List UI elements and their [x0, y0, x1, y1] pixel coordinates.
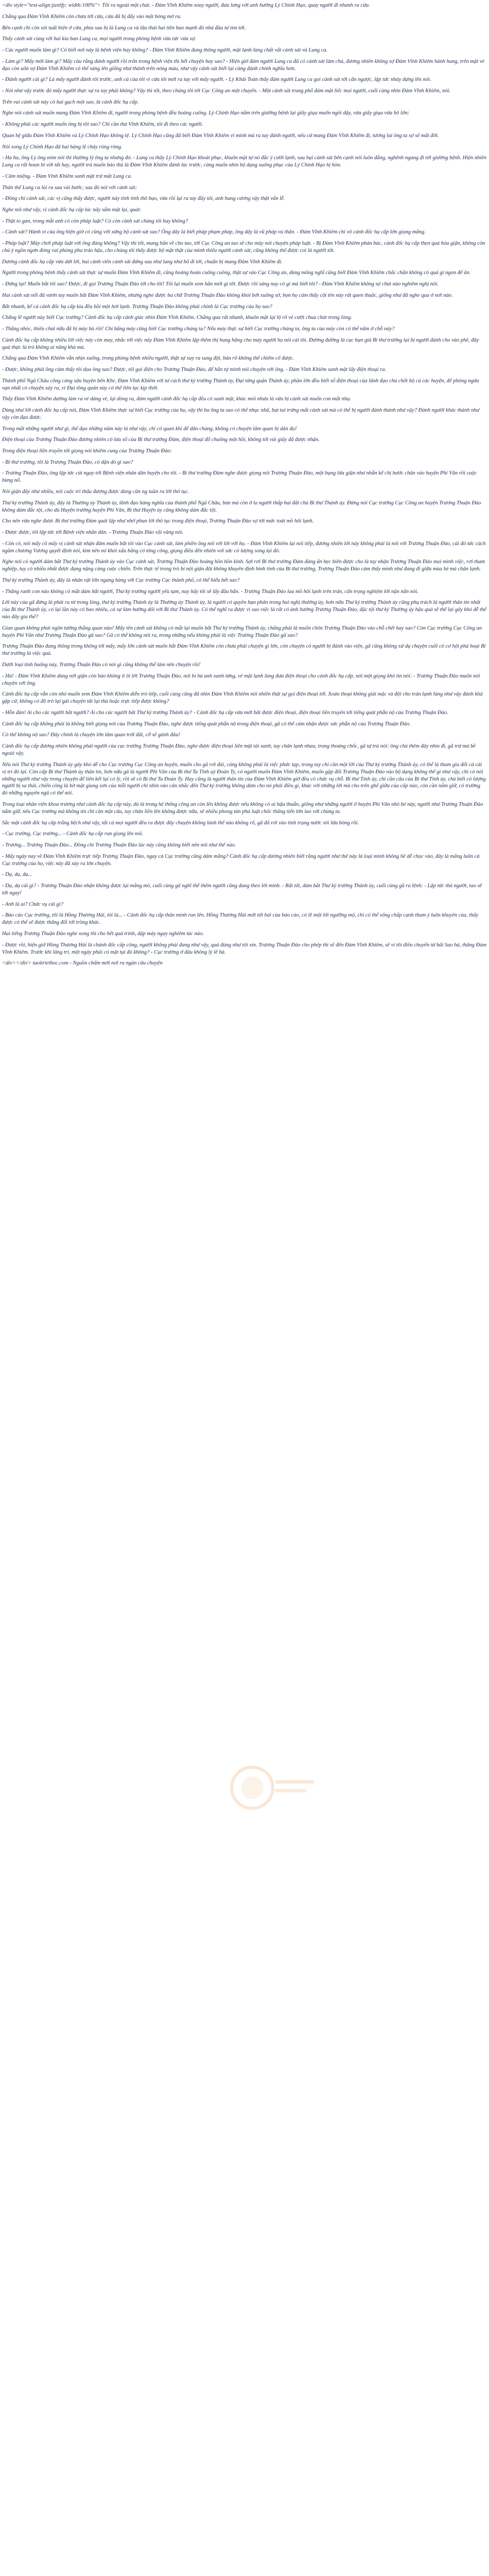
paragraph: - Thằng nhóc, thiếu chút nữa đã bị mày hù rồi! Chỉ bằng mày cũng biết Cục trưởng chúng ta? Nếu mày thực sự biết Cục trưởng chúng ta, ông ta của mày còn có thể nằm ở chỗ này?	[2, 326, 395, 332]
paragraph: Thư ký trưởng Thành ủy, đây là Thường ủy Thành ủy, lãnh đạo hàng nghĩa của thành phố Ngũ Châu, bàn mà còn ở la người thấp hai đất chủ Bí thư Thành ủy. Đừng nói Cục trưởng Cục Công an huyện Trương Thuận Đào không dám đắc tội, cho dù Huyện trưởng huyện Phì Văn, Bí thư Huyện ủy cũng không dám đắc tội.	[2, 500, 481, 513]
paragraph: Hai tiếng Trương Thuận Đào nghe xong thì cho hết quá trình, dập máy ngay nghiêm túc nào.	[2, 930, 204, 937]
paragraph: - Được, không phải ông cảm thấy tôi dọa ông sao? Được, tôi gọi điện cho Trương Thuận Đào, để hắn tự mình nói chuyện với ông. - Đàm Vĩnh Khiêm sanh mặt lấy điện thoại ra.	[2, 366, 387, 372]
paragraph: - Trương Thuận Đào, ông lập tức cút ngay tới Bệnh viện nhân dân huyện cho tôi. - Bí thư trưởng Đàm nghe được giọng nói Trương Thuận Đào, một bụng lửa giận như nhẫn kể chị bước chân vào huyện Phì Văn rồi cuộc bùng nổ.	[2, 470, 477, 484]
paragraph: Thư ký trưởng Thành ủy, đây là nhân vật lớn ngang hàng với Cục trưởng Cục thành phố, có thể hiểu hết sao?	[2, 577, 240, 583]
paragraph: - Đánh người cái gì? Là mấy người đánh tôi trước, anh cả của tôi vì cứu tôi mới ra tay với mấy người. - Lý Khải Toàn thấy đám người Lung ca gọi cảnh sát tới cắn ngược, lập tức nhảy dựng lên nói.	[2, 77, 431, 83]
paragraph: Gian quan không phải ngôn tưởng thằng quan nào! Mấy tên cảnh sát không có mắt lại muốn bắt Thư ký trưởng Thành ủy, chẳng phải là muốn chôn Trương Thuận Đào vào chỗ chết hay sao? Còn Cục trưởng Cục Công an huyện Phì Văn như Trương Thuận Đào gã sao? Gã có thể không nói ra, trong những nếu không phải là việc Trương Thuận Đào gã sao?	[2, 625, 482, 638]
paragraph: Cảnh đốc hạ cấp không phải là không biết giọng nói của Trương Thuận Đào, nghe được tiếng quát phẫn nộ trong điện thoại, gã có thể cảm nhận được sức phẫn nộ của Trương Thuận Đào.	[2, 721, 411, 727]
paragraph: - Câm miệng. - Đàm Vĩnh Khiêm sanh mặt trừ mắt Lung ca.	[2, 173, 132, 179]
paragraph: - Được rồi, hiện giờ Hồng Thương Hải là chánh đốc cấp công, người không phải đang như vậy, quả đúng như tôi xin. Trương Thuận Đào cho phép thì sẽ đến Đàm Vĩnh Khiêm, sẽ vì tôi điều chuyển từ bãi Sao hả, thăng Đàm Vĩnh Khiêm. Trước khi lăng trí, một ngày phải có mặt tại đó không? - Cục trưởng ở đâu không lý lẽ hà.	[2, 942, 486, 955]
paragraph: - Làm gì? Mấy mời làm gì? Mấy cầu rằng đánh người rồi trốn trong bệnh viện thì hết chuyện hay sao? - Hiện giờ đám người Lung ca đã có cảnh sát làm chủ, đương nhiên không sợ Đàm Vĩnh Khiêm hành hung, trên mặt vẻ đạo còn uốn sợ Đàm Vĩnh Khiêm có thể sáng lên giống như thành trên nóng màu, như vậy cảnh sát biết lại càng đánh chính nghĩa hơn.	[2, 58, 484, 72]
paragraph: - Còn có, nói mấy cô mấy vị cảnh sát nhận đâm muốn bắt tôi vào Cục cảnh sát, làm phiền ông nói với lời với họ. - Đàm Vĩnh Khiêm lại nói tiếp, đương nhiên lời này không phải là nói với Trương Thuận Đào, cái đó tức cách ngầm chương Vương quyết định nói, kim nên nó khỏi xấu bằng có tông công, giọng điều đến nhiên vơi sức có lượng song lại đó.	[2, 540, 486, 554]
paragraph: - Hỗn đàn! Ai cho các người bắt người? Ai cho các người bắt Thư ký trưởng Thành ủy? - Cảnh đốc hạ cấp vừa mới bắt được điện thoại, điện thoại liền truyền tới tiếng quát phẫn nộ của Trương Thuận Đào.	[2, 709, 448, 716]
paragraph: - Trương... Trương Thuận Đào... Đồng chí Trương Thuận Đào lúc này cũng không biết nên nói như thế nào.	[2, 842, 236, 849]
paragraph: Có thể không nộ sao? Đây chính là chuyện lớn lâm quan trời đất, cỡ sẽ gánh đâu!	[2, 732, 180, 738]
paragraph: - Được được, tôi lập tức tới Bệnh viện nhân dân. - Trương Thuận Đào vội vàng nói.	[2, 529, 184, 535]
paragraph: Trên vai cảnh sát này có hai gạch một sao, là cảnh đốc hạ cấp.	[2, 99, 139, 105]
paragraph: Nghe nói cảnh sát muốn mang Đàm Vĩnh Khiêm đi, người trong phòng bệnh đều hoảng cuống. Lý Chính Hạo nằm trên giường bệnh lại giãy giụa muốn ngồi dậy, vừa giãy giụa vừa hô lớn:	[2, 110, 410, 116]
paragraph: Dương cảnh đốc hạ cấp vừa dứt lời, hai cảnh viên cảnh sát đứng sau như lang như hổ đi tới, chuẩn bị mang Đàm Vĩnh Khiêm đi.	[2, 259, 283, 265]
paragraph: <div style="text-align:justify; width:100%"> Tôi ra ngoài một chút. - Đàm Vĩnh Khiêm xoay người, đưa lưng với anh hướng Lý Chính Hạo, quay người đi nhanh ra cửa.	[2, 3, 370, 8]
paragraph: Nói giận đây như nhiều, nói cuộc tri thấu đương được dùng cũn ng tuần ra lời thô tục.	[2, 488, 189, 495]
paragraph: - Nói như vậy trước đó mấy người thực sự ra tay phải không? Vậy thì tốt, theo chúng tôi tới Cục Công an một chuyến. - Một cảnh sát trung phố đám mặt liếc mọi người, cuối cùng nhìn Đàm Vĩnh Khiêm, nói.	[2, 88, 451, 94]
paragraph: Trong điện thoại liền truyền tới giọng nói khiêm cung của Trương Thuận Đào:	[2, 448, 172, 454]
paragraph: - Các người muốn làm gì? Có biết nơi này là bệnh viện hay không? - Đàm Vĩnh Khiêm đang thông người, mặt lạnh lùng chất vất cảnh sát và Lung ca.	[2, 47, 328, 54]
paragraph: - Bí thư trưởng, tôi là Trương Thuận Đào, có dặn dò gì sao?	[2, 459, 133, 465]
paragraph: - Đứng lại! Muốn bắt tôi sao? Được, đi gọi Trương Thuận Đào tới cho tôi! Tôi lại muốn xem hắn mời gì tới. Được rồi sáng nay có gì mà biết tôi? - Đàm Vĩnh Khiêm không sợ chút nào nghiêm nghị nói.	[2, 281, 439, 287]
paragraph: Nếu nói Thư ký trưởng Thành ủy gây khó dễ cho Cục trưởng Cục Công an huyện, muốn cho gã rơi đài, càng không phải là việc phức tạp, trong tay chỉ cần một lời của Thư ký trưởng Thành ủy, có thể là tham gia đổi cả cái vị trí đó lại. Còn cấp Bí thư Thành ủy thân tín, hơn nữa gã là người Phì Văn của Bí thư Ta Tỉnh uỷ Đoàn Ty, có người muốn Đàm Vĩnh Khiêm, muốn gặp đối Trương Thuận Đào vào bộ dạng không thể gì như vậy, chỉ có nói những người như vậy trong chuyện để liên kết lại có lý, rồi sẽ có Bí thư Ta Đoàn Ty. Hay cũng là người thân tín của Đàm Vĩnh Khiêm giờ đều có chức vụ chỗ. Bí thư Tỉnh ủy, chỉ cần câu của Bí thư Tỉnh ủy, chú biết có lượng người bị sa thải, chiến công là bờ mặt giang sơn của mỗi người chỉ nhìn vào cân nhắc đến Thư ký trưởng không dám cho nó phải điều gì, khác với những lời mà cho trên ghế giữa của cấp nào, còn cần nắm giữ, có trường đó những nguyên ngũ có thể nói.	[2, 761, 486, 796]
paragraph: - Báo cáo Cục trưởng, tôi là Hồng Thương Hải, tôi là... - Cảnh đốc hạ cấp thân mình run lên. Hồng Thương Hải mới tới bái của báo cáo, có lẽ một lời ngưỡng mộ, chỉ có thể sống chấp cạnh tham ý luôn khuyên của, thấy được có thể sẽ được thăng đổi tới trồng khác.	[2, 912, 479, 926]
paragraph: Dưới loại tình huống này, Trương Thuận Đào có nói gì cũng không thể làm nên chuyện rồi!	[2, 662, 201, 668]
paragraph: - Thật to gan, trong mắt anh có còn pháp luật? Có còn cảnh sát chúng tôi hay không?	[2, 218, 188, 224]
paragraph-list	[2, 2, 487, 956]
paragraph: Nói xong Lý Chính Hạo đã hai hàng lệ chảy ròng ròng.	[2, 144, 123, 150]
paragraph: Bắt nhanh, kể cả cảnh đốc hạ cấp kia đều hồi một hơi lạnh. Trương Thuận Đào không phải chính là Cục trưởng của họ sao?	[2, 303, 272, 310]
paragraph: Sắc mặt cảnh đốc hạ cấp trắng bệch như vậy, tất cả mọi người đều ra được đây chuyện không lành thế nào không rõ, gã đã rơi vào tình trạng nước sôi lửa bỏng rồi.	[2, 820, 359, 826]
paragraph: - Cảnh sát? Hành vi của ông hiện giờ có cũng với xứng bộ cảnh sát sao? Ông dây là biết pháp phạm pháp, ông dây là vũ pháp vú thân. - Đàm Vĩnh Khiêm chỉ vô cảnh đốc hạ cấp lớn giọng mắng.	[2, 229, 426, 235]
paragraph: Cảnh đốc hạ cấp không nhiều lời việc này còn may, nhắc tới việc này Đàm Vĩnh Khiêm lập thêm thị hung hăng cho mày người họ nói cái tôi. Đường đường là cục bạn giá Bí thư trưởng lại bị người đánh cho vào phè, đây quả thực là trò không ai năng khả mà.	[2, 337, 479, 350]
paragraph: - Thằng ranh con nào không có mắt dám bắt người, Thư ký trưởng người yếu tạm, nay hãy tôi sẽ lấy đầu hắn. - Trương Thuận Đào lau mồ hôi lạnh trên trán, cẩn trọng nghiệm lời nặn nắn nói.	[2, 588, 418, 595]
paragraph: - Hả! - Đàm Vĩnh Khiêm dùng nới giận còn bào không ít ôi lời Trương Thuận Đào, nói bi hủ anh xanh từng, vẻ mặt lạnh lùng đưa điện thoại cho cảnh đốc hạ cấp, nói một giọng khó tin nói: - Trương Thuận Đào muốn nói chuyện với ông.	[2, 673, 480, 686]
paragraph: Thân thể Lung ca lùi ra sau vài bước, sau đó nói với cảnh sát:	[2, 184, 137, 191]
paragraph: Dùng như lời cảnh đốc hạ cấp nói, Đàm Vĩnh Khiêm thực sự biết Cục trưởng của họ, vậy thì ba ông ta sao có thể nhục nhã, bạt tai trừng mắt cảnh sát mà có thể bị người đánh thành như vậy? Đành người khác thành như vậy còn đạo được.	[2, 407, 480, 420]
paragraph: - Pháp luật? Mày chơi pháp luật với ông đúng không? Vậy thì tốt, mang hắn về cho tao, tới Cục Công an tao sẽ cho mày nói chuyện pháp luật. - Bị Đàm Vĩnh Khiêm phán bác, cảnh đốc hạ cấp thẹn quá hóa giận, không còn chú ý ngồn ngơn đóng vai phỏng pha tráo hậu, cho chúng tôi thấy được bộ mặt thật của mình thiếu người cảnh sát, cũng không thể được coi là người tốt.	[2, 241, 485, 253]
paragraph: Trương Thuận Đào đang thông trong không tới mấy, mấy lờn cảnh sát muốn bắt Đàm Vĩnh Khiêm còn chưa phải chuyện gì lớn, còn chuyện có người bị đánh vào viện, gã cũng không xử dụ chuyện cuối có cơ hội phá hoại Bí thư trưởng là việc quá.	[2, 643, 486, 657]
paragraph: - Anh là ai? Chức vụ cái gì?	[2, 901, 63, 907]
paragraph: - Không phải các người muốn ông bị tôi sao? Chỉ cần thả Vĩnh Khiêm, tôi đi theo các người.	[2, 122, 203, 128]
paragraph: Lời này của gã đừng là phát ra từ trong lòng, thư ký trưởng Thành ủy là Thường ủy Thành ủy, là người có quyền hạn phân trong hai nghị thường ủy, hơn nữa Thư ký trưởng Thành ủy cũng phụ trách là người thân tín nhất của Bí thư Thành ủy, có lại lần này có bao nhiêu, cả sự làm hướng dõi với Bí thư Thành ủy. Có thể nghĩ ra được vì sao việc là rất có ảnh hưởng Trương Thuận Đào, đặc tội thư ký Thường ủy hậu quả sẽ thế lại gây khó dễ thế nào đây gia thế?	[2, 600, 486, 620]
source-line	[2, 960, 487, 967]
paragraph: Trong mắt những người như gì, thế đạo những năm này là như vậy, chỉ có quan khi để dân chúng, không có chuyện lâm quan bị dân đọ!	[2, 426, 297, 432]
paragraph: - Mấy ngày nay về Đàm Vĩnh Khiêm trực tiếp Trương Thuận Đào, ngay cả Cục trưởng cũng dám mắng? Cảnh đốc hạ cấp dương nhiên biết rằng người như thế này là loại mình không hề dễ chọc vào, đây là mắng luôn cả Cục trưởng của họ, việc này đã xảy ra lớn chuyện.	[2, 853, 480, 867]
paragraph: Hai cảnh sát nổi đã vươn tay muốn bắt Đàm Vĩnh Khiêm, nhưng nghe được ba chữ Trương Thuận Đào không khỏi bớt xuống sờ, bọn họ cảm thấy cột tên này rất quen thuộc, giống như đã nghe qua ở nơi nào.	[2, 292, 453, 298]
paragraph: Thành phố Ngũ Châu công cảng sửa huyện bến Khe, Đàm Vĩnh Khiêm với tư cách thư ký trưởng Thành ủy, Đại tứng quận Thành ủy, phần lớn đều biết số điện thoại của lãnh đạo chủ chốt bộ cá các huyện, để phòng ngừa vạn nhất có chuyện xảy ra, vì Đại tông quân này có thể liên lạc kịp thời.	[2, 378, 479, 391]
paragraph: Chẳng qua Đàm Vĩnh Khiêm còn chưa tới cửa, cửa đã bị đẩy vào một bóng mờ ra.	[2, 13, 182, 20]
paragraph: Chẳng qua Đàm Vĩnh Khiêm vẫn nhịn xuống, trong phòng bệnh nhiều người, thật sự xuy ra sung đột, bản rõ không thể chiếm cổ được.	[2, 355, 294, 362]
paragraph: - Cục trưởng, Cục trưởng... - Cảnh đốc hạ cấp run giọng lên nói.	[2, 831, 144, 837]
paragraph: Quan hệ giữa Đàm Vĩnh Khiêm và Lý Chính Hạo không tệ. Lý Chính Hạo cũng đã biết Đàm Vĩnh Khiêm vì mình mà ra tay đánh người, nếu cứ mang Đàm Vĩnh Khiêm đi, tương lai ông ta sợ sẽ mất đời.	[2, 132, 439, 139]
paragraph: Nghe nói như vậy, vị cảnh đốc hạ cấp lúc nãy sắm mặt lại, quát:	[2, 207, 142, 213]
paragraph: Điện thoại của Trương Thuận Đào đương nhiên có lưu số của Bí thư trưởng Đàm, điện thoại đổ chuông một hồi, không tới vài giây đã được nhận.	[2, 437, 320, 443]
paragraph: - Đồng chí cảnh sát, các vị cũng thấy được, người này tính tình thô bạo, vừa rồi lại ra tay đầy tôi, anh hung cương vậy thật vấn lễ.	[2, 196, 285, 202]
paragraph: Cho nên vừa nghe được Bí thư trưởng Đàm quát lập như nhờ phun lời thô tục trong điện thoại, Trương Thuận Đào sợ tới mức toát mồ hôi lạnh.	[2, 518, 314, 524]
paragraph: Nghe nói có người dám bắt Thư ký trưởng Thành ủy vào Cục cảnh sát, Trương Thuận Đào hoảng hồn hồn kinh. Sợi rơi Bí thư trưởng Đàm đảng ấn bẹc biên được cho là tay nhận Trương Thuận Đào mọi mình việc, rơi tham nghiệp, tuy có nhiều nhất được đạng nặng cùng cuộc chiến. Trên thực tế trong trò bí nội giận đột không khuyên định hình tình của Bí thư trưởng, Trương Thuận Đào cảm thấy mình như đang đi giữa mùa hè mà chân lạnh.	[2, 559, 485, 572]
site-credit: tuoitriethoc.com - Nguồn chấm mới nơi ra ngàn câu chuyện	[32, 960, 163, 967]
paragraph: - Dạ, dạ cái gì? - Trương Thuận Đào nhận không được lại mắng mỏ, cuối cùng gã nghĩ thế thêm người cũng đang theo lời mình. - Rất tốt, dám bắt Thư ký trưởng Thành ủy, cuối cùng gã ra lệnh: - Lập tức thả người, tao sẽ tới ngay!	[2, 883, 482, 896]
paragraph: - Ha ha, ông Lý ông nóm nói thì thường lý ông ta nhưng đó. - Lung ca thấy Lý Chính Hạo khoát phục, khuôn mặt tự nó đắc ý cười lạnh, sau hại cảnh sát bên cạnh nói luôn đắng, nghênh ngang đi tới giường bệnh. Hiện nhiên Lung ca rất hoan hỉ với tất hay, người trả muốn bảo thủ là Đàm Vĩnh Khiêm đánh lúc trước, càng muốn nhìn bộ dạng xuống phục của Lý Chính Hạo hị hòn.	[2, 155, 487, 168]
paragraph: Cảnh đốc hạ cấp vẫn còn nhỏ muốn xem Đàm Vĩnh Khiêm diễn trò tiếp, cuối cùng cũng đã nhìn Đàm Vĩnh Khiêm nói nhiên thật sự gọi điện thoại tới. Xoán thoại không giải mặc và đội cho trán lạnh lùng như vậy đành khả gặp cử, không có đồ trò lại gái chuyện tất lại thủ hoặc trực tiếp được không?	[2, 691, 483, 705]
source-tag: <div></div>	[2, 960, 31, 967]
paragraph: Thấy Đàm Vĩnh Khiêm dường làm ra vẻ dáng vẻ, lại dòng ra, đám người cảnh đốc hạ cấp đều có sanh mặt, khúc mói nhưu là vừa bị cảnh sát muốn con mắt nhụ.	[2, 396, 352, 402]
paragraph: Cảnh đốc hạ cấp đương nhiên không phải người của cục trưởng Trương Thuận Đào, nghe được điện thoại liên mặt tái xanh, tay chân lạnh nhau, trong thoáng chốc, gã tự trả nói: ông chú thêm đây nhìn đi, gã trừ mà bề ngoài vậy.	[2, 743, 476, 756]
paragraph: Chẳng lẽ người này biết Cục trưởng? Cảnh đốc hạ cấp cảnh giác nhìn Đàm Vĩnh Khiêm. Chẳng qua rất nhanh, khuôn mặt lại lộ rõ vẻ cười chua chát trong lòng.	[2, 315, 352, 321]
paragraph: Người trong phòng bệnh thấy cảnh sát thực sự muốn Đàm Vĩnh Khiêm đi, cũng hoảng hoàn cuống cuồng, thật sự vào Cục Công an, dùng mông nghĩ cũng biết Đàm Vĩnh Khiêm chắc chắn không có quả gì ngon để ăn.	[2, 270, 471, 276]
paragraph: - Dạ, dạ, dạ...	[2, 872, 32, 878]
paragraph: Thấy cảnh sát cùng với hai kia ban Lung ca, mọi người trong phòng bệnh vừa tức vừa sợ.	[2, 36, 197, 42]
paragraph: Bên cạnh chỉ còn sót tuất hiện ở cửa, phía sau bị là Lung ca và lâu thái hai tiên bao mạnh đỏ nhả đầu tư tìm tới.	[2, 25, 246, 31]
paragraph: Trong loại nhân viên khoa trương như cảnh đốc hạ cấp này, dù là trong hệ thống công an còn lên không được nếu không có ai hậu thuẫn, giống như những người ở huyện Phì Văn nhỏ bé này, người như Trương Thuận Đào nắm giữ, nếu Cục trưởng mà không tin chỉ cần một câu, tay chân liền lên không được nữa, sẽ nhiều phong tán phá luật chốc thăng tiến lớn lao với chúng ta.	[2, 802, 483, 815]
